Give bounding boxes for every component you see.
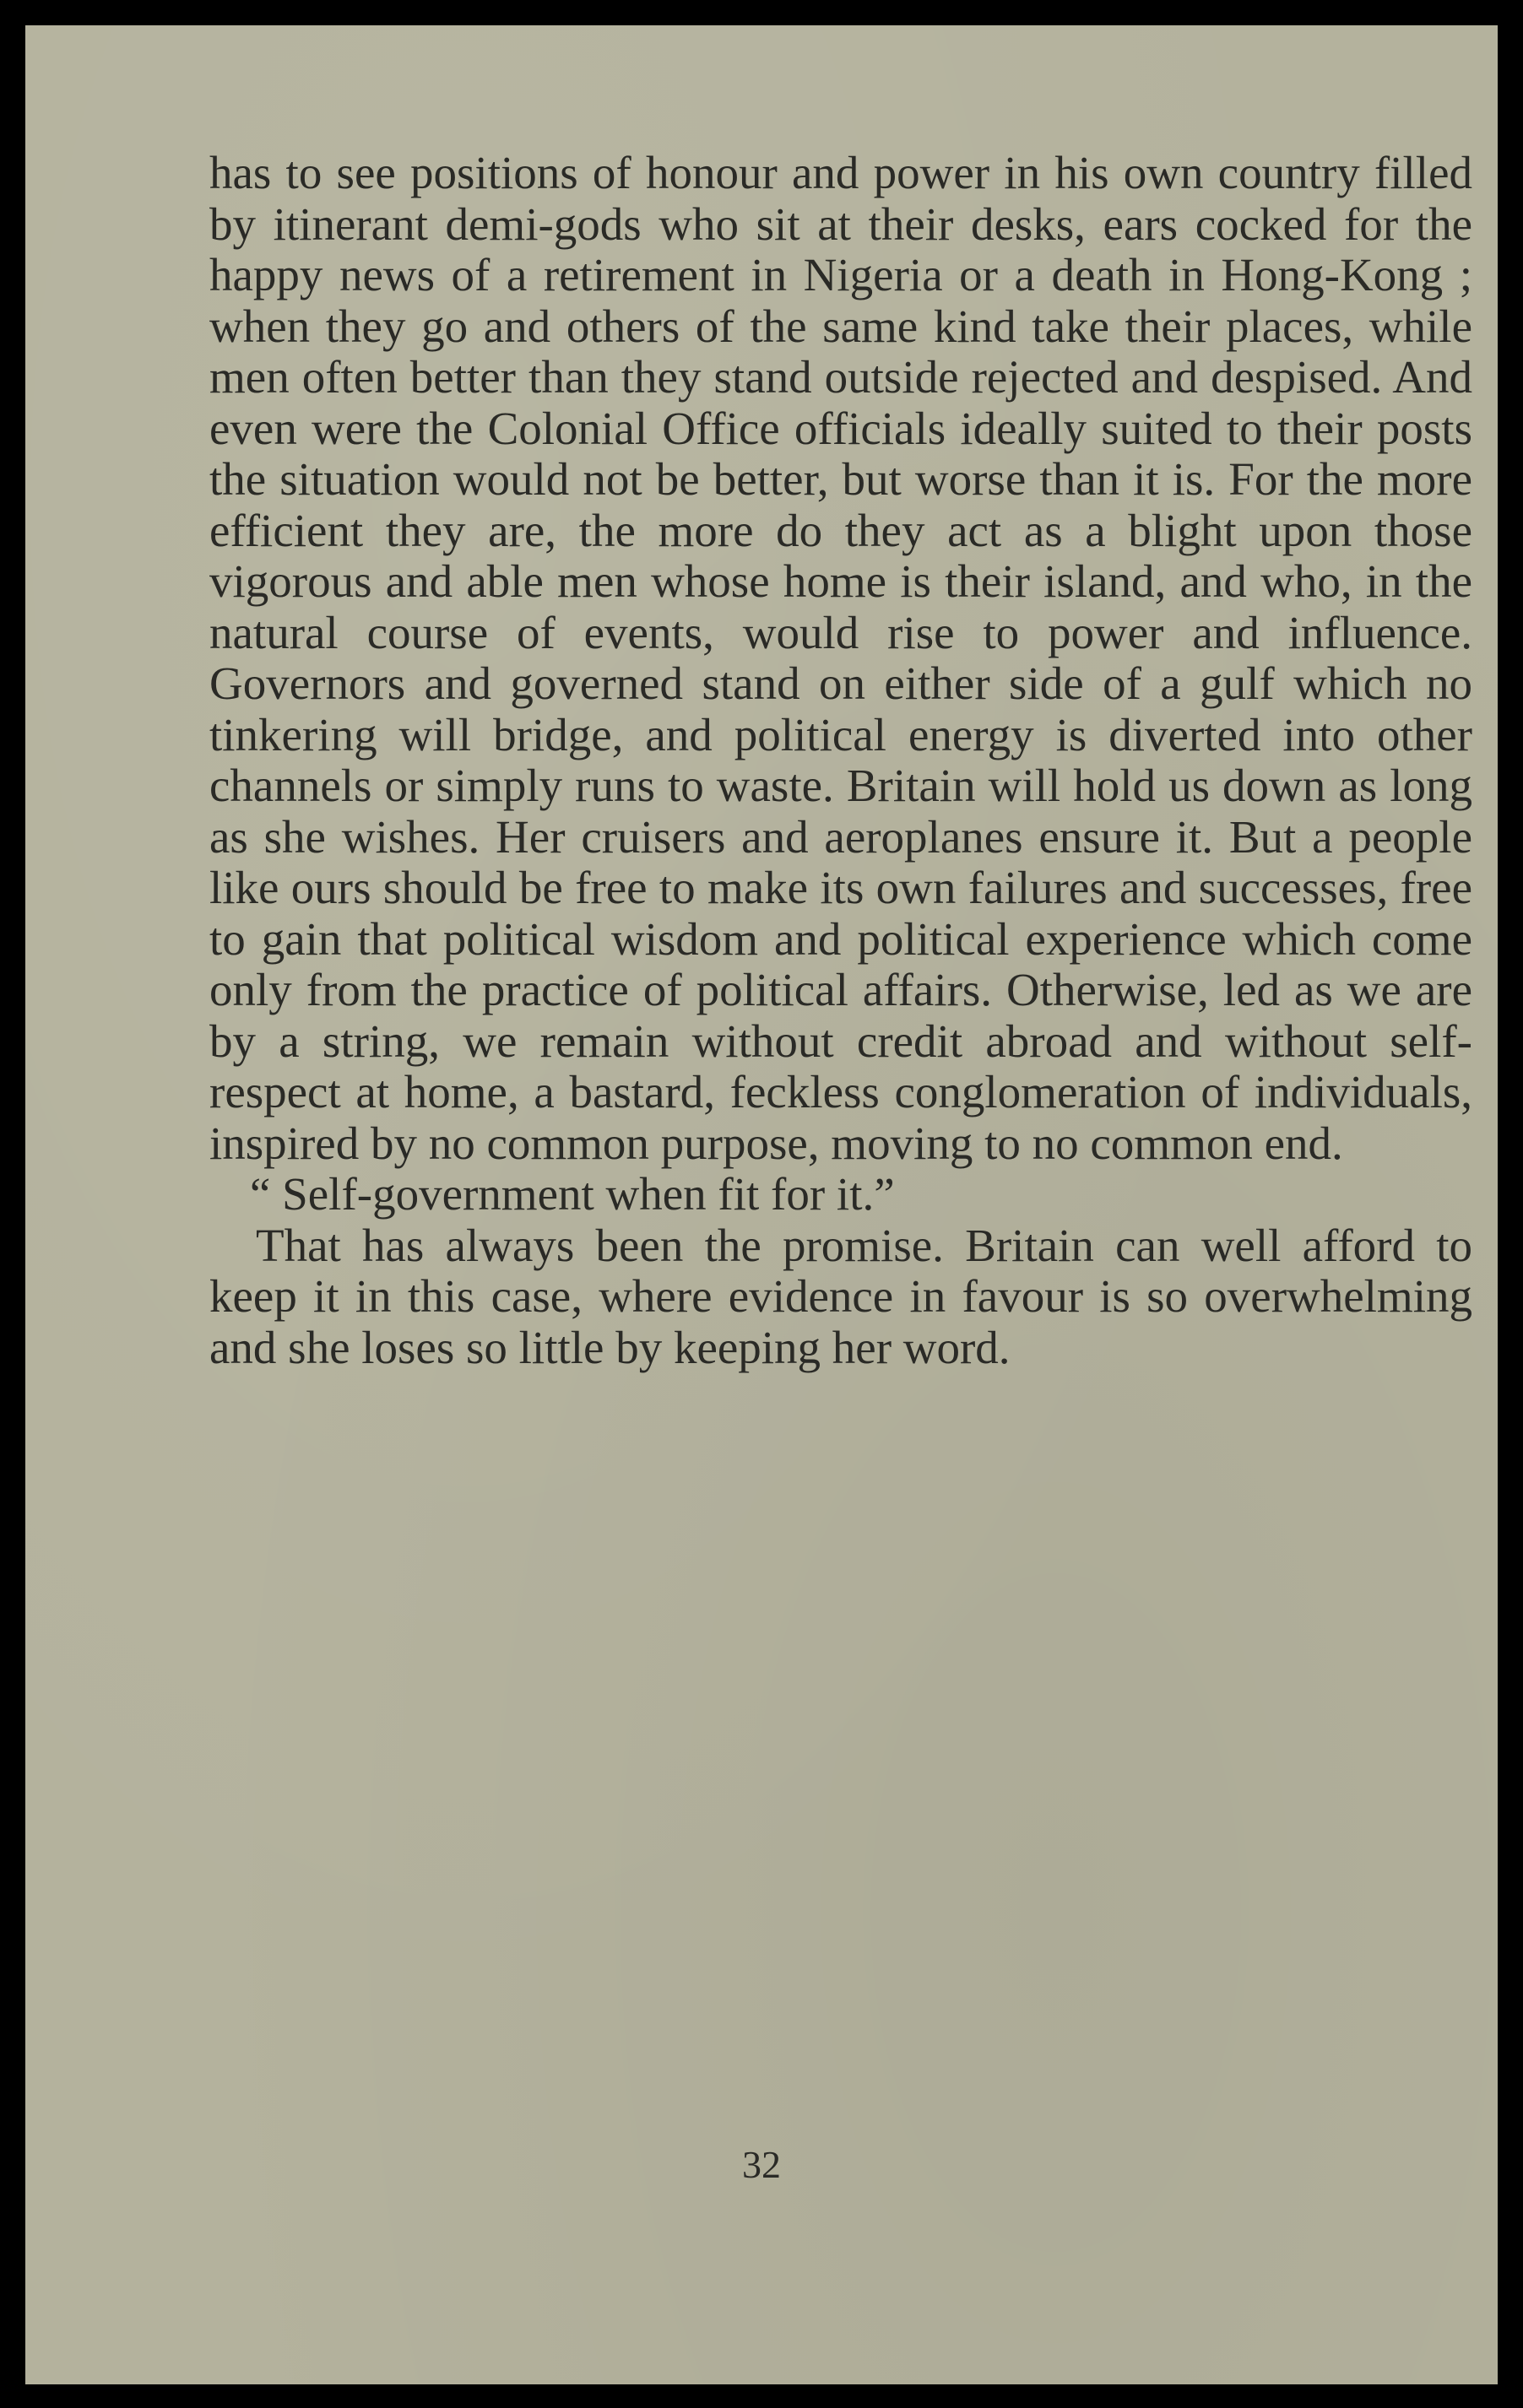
body-text [209,148,1472,1373]
paragraph-quotation: “ Self-government when fit for it.” [250,1168,895,1220]
paragraph-closing: That has always been the promise. Britain can well afford to keep it in this case, where evidence in favour is so overwhelming and she loses so little by keeping her word. [209,1219,1472,1373]
book-page [25,25,1498,2384]
paragraph-continuation: has to see positions of honour and power in his own country filled by itinerant demi-gods who sit at their desks, ears cocked for the happy news of a retirement in Nigeria or a death in Hong-Kong ; when they go and others of the same kind take their places, while men often better than they stand outside rejected and despised. And even were the Colonial Office officials ideally suited to their posts the situation would not be better, but worse than it is. For the more efficient they are, the more do they act as a blight upon those vigorous and able men whose home is their island, and who, in the natural course of events, would rise to power and influence. Governors and governed stand on either side of a gulf which no tinkering will bridge, and political energy is diverted into other channels or simply runs to waste. Britain will hold us down as long as she wishes. Her cruisers and aeroplanes ensure it. But a people like ours should be free to make its own failures and successes, free to gain that political wisdom and political experience which come only from the practice of political affairs. Otherwise, led as we are by a string, we remain without credit abroad and without self-respect at home, a bastard, feckless conglomeration of individuals, inspired by no common purpose, moving to no common end. [209,147,1472,1169]
page-number: 32 [742,2143,781,2186]
